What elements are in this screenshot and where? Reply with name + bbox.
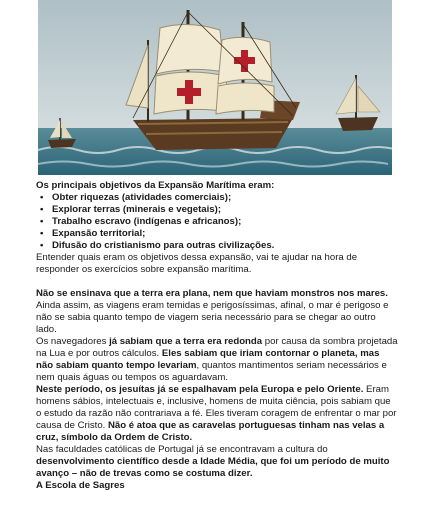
p3-bold-2: Não é atoa que as caravelas portuguesas tinham nas velas a cruz, símbolo da Ordem de Cristo. xyxy=(36,420,385,443)
p1-text: Ainda assim, as viagens eram temidas e perigosíssimas, afinal, o mar é perigoso e não se sabia quanto tempo de viagem seria necessário para se chegar ao outro lado. xyxy=(36,300,389,335)
p1-bold: Não se ensinava que a terra era plana, nem que haviam monstros nos mares. xyxy=(36,288,388,299)
p2-text-2: por causa da sombra projetada na Lua e por outros cálculos. xyxy=(36,336,398,359)
p4-bold-1: desenvolvimento científico desde a Idade Média, que foi um período de muito avanço – não de trevas como se costuma dizer. xyxy=(36,456,390,479)
p3-bold-1: Neste período, os jesuítas já se espalhavam pela Europa e pelo Oriente. xyxy=(36,384,364,395)
p2-bold-2: Eles sabiam que iriam contornar o planeta, mas não sabiam quanto tempo levariam xyxy=(36,348,380,371)
objective-item: • Expansão territorial; xyxy=(36,228,398,240)
p2-text-3: , quantos mantimentos seriam necessários e nem quais águas ou tempos os aguardavam. xyxy=(36,360,387,383)
p2-bold-1: já sabiam que a terra era redonda xyxy=(109,336,263,347)
section-title-sagres: A Escola de Sagres xyxy=(36,480,125,491)
caravel-image xyxy=(38,0,392,175)
paragraph-jesuits xyxy=(36,384,398,444)
caravel-illustration xyxy=(38,0,392,175)
p3-text-1: Eram homens sábios, intelectuais e, inclusive, homens de muita ciência, pois sabiam que o estudo da razão não contrariava a fé. Eles tiveram coragem de enfrentar o mar por causa de Cristo. xyxy=(36,384,397,431)
p4-text-1: Nas faculdades católicas de Portugal já se encontravam a cultura do xyxy=(36,444,328,455)
paragraph-flat-earth xyxy=(36,288,398,336)
intro-note: Entender quais eram os objetivos dessa expansão, vai te ajudar na hora de responder os exercícios sobre expansão marítima. xyxy=(36,252,358,275)
article-body xyxy=(36,180,398,492)
paragraph-faculties xyxy=(36,444,398,480)
objective-item: • Difusão do cristianismo para outras civilizações. xyxy=(36,240,398,252)
objectives-heading: Os principais objetivos da Expansão Marítima eram: xyxy=(36,180,275,191)
objective-item: • Trabalho escravo (indígenas e africanos); xyxy=(36,216,398,228)
p2-text-1: Os navegadores xyxy=(36,336,110,347)
paragraph-navigators xyxy=(36,336,398,384)
objectives-list xyxy=(36,192,398,252)
objective-item: • Explorar terras (minerais e vegetais); xyxy=(36,204,398,216)
objective-item: • Obter riquezas (atividades comerciais); xyxy=(36,192,398,204)
